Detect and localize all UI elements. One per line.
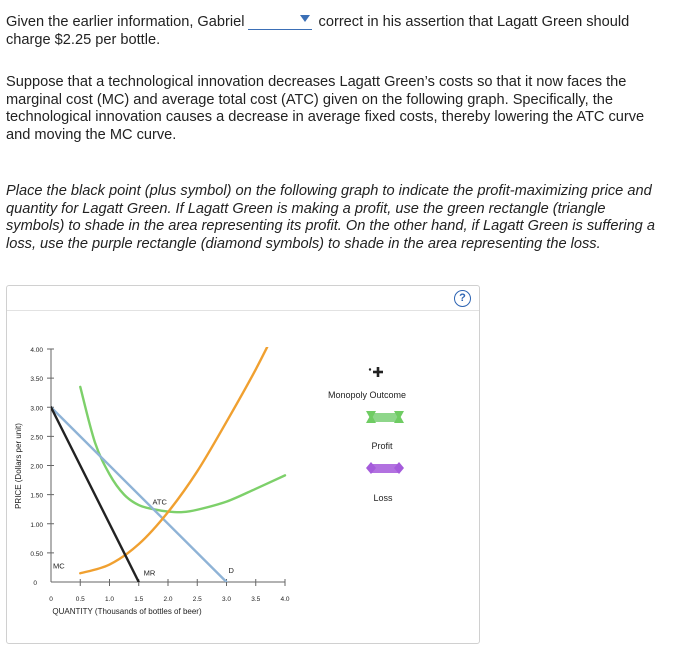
x-tick-label: 2.5	[192, 596, 202, 603]
question-1	[6, 13, 666, 49]
graph-panel	[6, 285, 480, 644]
curve-label-d: D	[228, 566, 234, 576]
profit-rectangle-tool[interactable]	[366, 405, 404, 423]
curve-label-mr: MR	[143, 568, 156, 578]
x-tick-label: 1.5	[134, 596, 144, 603]
legend-profit-label: Profit	[371, 441, 393, 451]
paragraph-instructions: Place the black point (plus symbol) on the following graph to indicate the profit-maximizing price and quantity for Lagatt Green. If Lagatt Green is making a profit, use the green rectangle (triangle symbols) to shade in the area representing its profit. On the other hand, if Lagatt Green is suffering a loss, use the purple rectangle (diamond symbols) to shade in the area representing the loss.	[6, 183, 655, 252]
y-tick-label: 0	[33, 580, 37, 587]
y-tick-label: 2.50	[30, 434, 43, 442]
y-tick-label: 4.00	[30, 347, 43, 354]
x-tick-label: 1.0	[104, 596, 115, 603]
answer-dropdown[interactable]	[248, 13, 312, 30]
loss-rectangle-tool[interactable]	[366, 462, 404, 474]
curve-label-atc: ATC	[152, 497, 167, 507]
profit-rect	[371, 413, 399, 422]
x-axis-title: QUANTITY (Thousands of bottles of beer)	[52, 607, 202, 616]
monopoly-outcome-tool[interactable]	[369, 367, 383, 377]
plus-icon-dot	[369, 368, 371, 370]
legend-loss-label: Loss	[373, 493, 393, 503]
question-1-after: correct in his assertion that Lagatt Green should charge $2.25 per bottle.	[6, 14, 630, 48]
curves-layer	[51, 317, 285, 582]
x-tick-label: 4.0	[280, 596, 290, 603]
chart	[7, 286, 479, 643]
x-tick-label: 3.5	[251, 596, 261, 603]
curve-d	[51, 407, 227, 582]
legend-monopoly-label: Monopoly Outcome	[327, 390, 407, 400]
y-tick-label: 0.50	[30, 550, 43, 558]
x-tick-label: 0.5	[75, 596, 85, 603]
help-button[interactable]: ?	[454, 290, 471, 307]
y-tick-label: 3.00	[30, 405, 43, 413]
x-tick-label: 3.0	[221, 596, 232, 603]
y-tick-label: 1.00	[30, 521, 43, 529]
curve-mc	[80, 317, 282, 576]
paragraph-technological-innovation: Suppose that a technological innovation decreases Lagatt Green’s costs so that it now faces the marginal cost (MC) and average total cost (ATC) given on the following graph. Specifically, the technological innovation causes a decrease in average fixed costs, thereby lowering the ATC curve and moving the MC curve.	[6, 74, 645, 143]
x-tick-label: 0	[49, 596, 53, 603]
y-tick-label: 3.50	[30, 376, 43, 384]
question-1-before: Given the earlier information, Gabriel	[6, 14, 245, 30]
y-tick-label: 2.00	[30, 463, 43, 471]
y-tick-label: 1.50	[30, 492, 43, 500]
curve-label-mc: MC	[53, 561, 65, 571]
y-axis-title: PRICE (Dollars per unit)	[14, 423, 23, 509]
labels-layer	[14, 347, 290, 616]
x-tick-label: 2.0	[163, 596, 173, 603]
axes-layer	[47, 349, 285, 586]
chevron-down-icon	[300, 15, 310, 22]
